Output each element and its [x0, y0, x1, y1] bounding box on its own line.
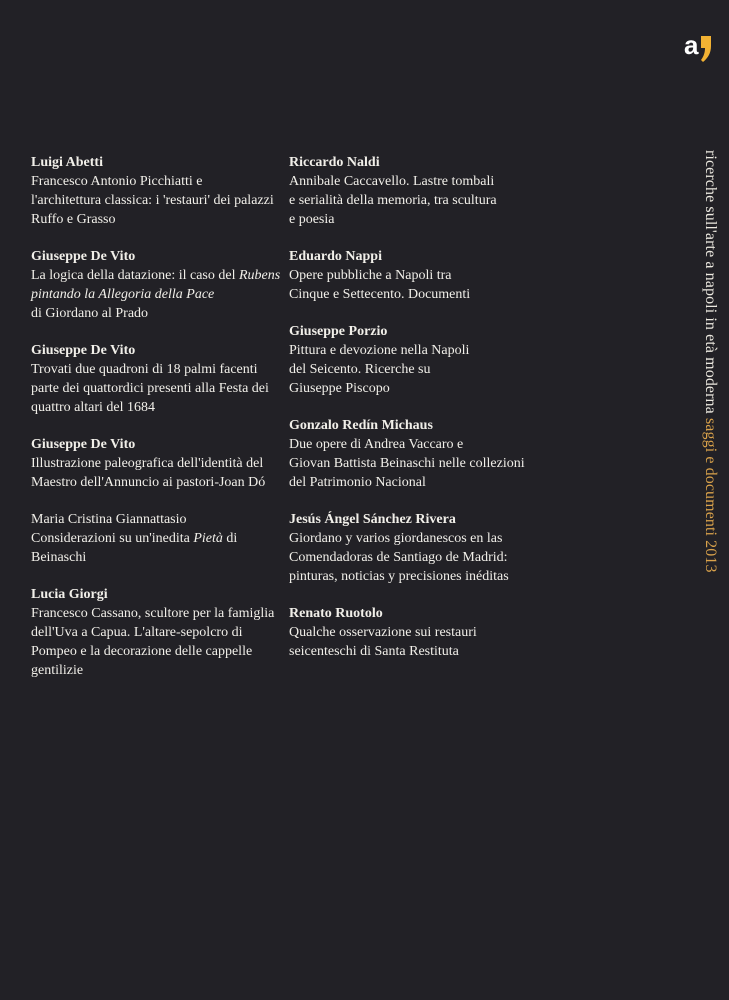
- entry-title-line: Giordano y varios giordanescos en las: [289, 531, 503, 546]
- entry-title-line: Qualche osservazione sui restauri: [289, 625, 477, 640]
- contents-entry: [289, 322, 539, 398]
- entry-author: Renato Ruotolo: [289, 606, 383, 621]
- entry-title-line: Francesco Cassano, scultore per la famiglia: [31, 606, 275, 621]
- entry-author: Lucia Giorgi: [31, 587, 108, 602]
- contents-entry: [289, 604, 539, 661]
- entry-title-line: Giovan Battista Beinaschi nelle collezioni: [289, 456, 525, 471]
- entry-title-line: Illustrazione paleografica dell'identità del: [31, 456, 264, 471]
- entry-title-line: Due opere di Andrea Vaccaro e: [289, 437, 464, 452]
- entry-author: Jesús Ángel Sánchez Rivera: [289, 512, 456, 527]
- entry-title-line: del Seicento. Ricerche su: [289, 362, 431, 377]
- entry-title-line: gentilizie: [31, 663, 84, 678]
- spine-title: [700, 150, 720, 573]
- entry-title-line: Ruffo e Grasso: [31, 212, 116, 227]
- entry-author: Eduardo Nappi: [289, 249, 382, 264]
- entry-title-line: Comendadoras de Santiago de Madrid:: [289, 550, 508, 565]
- contents-entry: [31, 510, 281, 567]
- entry-title-line: pinturas, noticias y precisiones inéditas: [289, 569, 509, 584]
- contents-entry: [289, 247, 539, 304]
- entry-title-line: e serialità della memoria, tra scultura: [289, 193, 497, 208]
- logo-comma-icon: [700, 36, 712, 62]
- entry-title-line: dell'Uva a Capua. L'altare-sepolcro di: [31, 625, 243, 640]
- entry-author: Gonzalo Redín Michaus: [289, 418, 433, 433]
- entry-title-italic: pintando la Allegoria della Pace: [31, 287, 215, 302]
- publisher-logo: [684, 30, 714, 64]
- contents-entry: [31, 341, 281, 417]
- entry-title-line: l'architettura classica: i 'restauri' dei palazzi: [31, 193, 274, 208]
- entry-title-line: e poesia: [289, 212, 335, 227]
- contents-entry: [31, 585, 281, 680]
- spine-volume-title: saggi e documenti 2013: [702, 417, 719, 573]
- entry-author: Giuseppe Porzio: [289, 324, 388, 339]
- entry-title-line: [31, 266, 281, 285]
- contents-entry: [289, 510, 539, 586]
- entry-title-line: Opere pubbliche a Napoli tra: [289, 268, 452, 283]
- entry-title-line: Cinque e Settecento. Documenti: [289, 287, 471, 302]
- contents-entry: [31, 153, 281, 229]
- entry-title-line: [31, 529, 281, 548]
- entry-title-text: Considerazioni su un'inedita: [31, 531, 194, 546]
- entry-author: Giuseppe De Vito: [31, 249, 136, 264]
- entry-title-line: di Giordano al Prado: [31, 306, 149, 321]
- entry-title-line: Pittura e devozione nella Napoli: [289, 343, 470, 358]
- spine-series-title: ricerche sull'arte a napoli in età moderna: [702, 150, 719, 414]
- entry-title-line: Trovati due quadroni di 18 palmi facenti: [31, 362, 258, 377]
- entry-title-line: quattro altari del 1684: [31, 400, 156, 415]
- contents-entry: [289, 153, 539, 229]
- entry-author: Giuseppe De Vito: [31, 437, 136, 452]
- entry-title-text: di: [222, 531, 238, 546]
- entry-title-line: seicenteschi di Santa Restituta: [289, 644, 459, 659]
- entry-title-line: del Patrimonio Nacional: [289, 475, 426, 490]
- contents-right-column: [289, 153, 539, 679]
- entry-title-text: La logica della datazione: il caso del: [31, 268, 239, 283]
- entry-title-italic: Pietà: [193, 531, 223, 546]
- entry-title-line: Beinaschi: [31, 550, 87, 565]
- entry-title-line: [31, 285, 281, 304]
- entry-title-line: Giuseppe Piscopo: [289, 381, 390, 396]
- entry-title-line: Maestro dell'Annuncio ai pastori-Joan Dó: [31, 475, 266, 490]
- entry-author: Giuseppe De Vito: [31, 343, 136, 358]
- entry-author: Maria Cristina Giannattasio: [31, 512, 187, 527]
- contents-entry: [31, 247, 281, 323]
- entry-author: Luigi Abetti: [31, 155, 103, 170]
- entry-author: Riccardo Naldi: [289, 155, 380, 170]
- entry-title-line: Francesco Antonio Picchiatti e: [31, 174, 203, 189]
- logo-letter: a: [684, 30, 699, 60]
- entry-title-italic: Rubens: [238, 268, 281, 283]
- contents-entry: [289, 416, 539, 492]
- contents-left-column: [31, 153, 281, 698]
- entry-title-line: parte dei quattordici presenti alla Festa dei: [31, 381, 269, 396]
- contents-entry: [31, 435, 281, 492]
- entry-title-line: Annibale Caccavello. Lastre tombali: [289, 174, 495, 189]
- entry-title-line: Pompeo e la decorazione delle cappelle: [31, 644, 253, 659]
